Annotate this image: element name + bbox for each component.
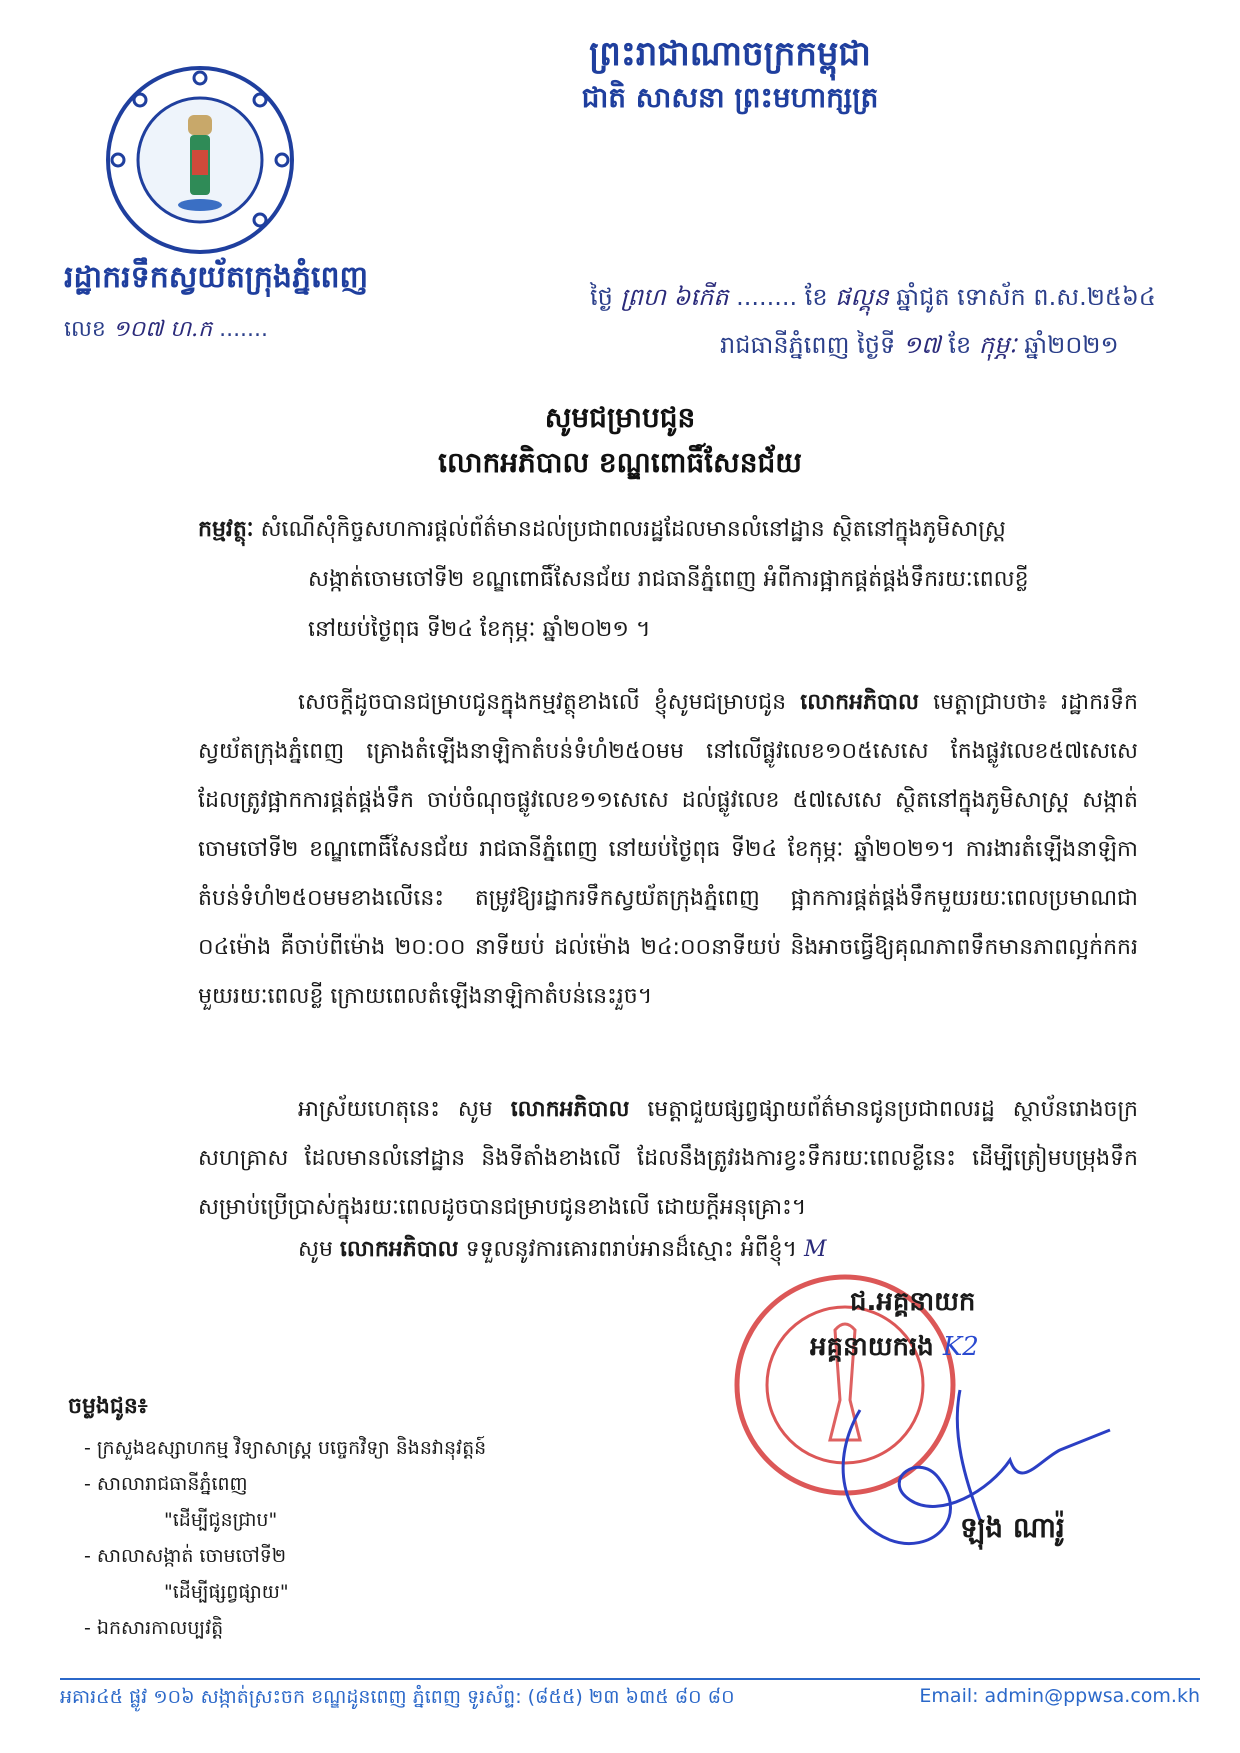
lunar-year: ឆ្នាំជូត ទោស័ក ព.ស.២៥៦៤ [896,283,1156,311]
p3-text-a: សូម [298,1237,333,1262]
date-year: ឆ្នាំ២០២១ [1024,331,1119,359]
cc-item: - ក្រសួងឧស្សាហកម្ម វិទ្យាសាស្ត្រ បច្ចេកវិទ្យា និងនវានុវត្តន៍ [84,1437,487,1459]
p1-text-a: សេចក្តីដូចបានជម្រាបជូនក្នុងកម្មវត្ថុខាងលើ ខ្ញុំសូមជម្រាបជូន [298,690,787,715]
lunar-date [590,282,1156,317]
p3-bold: លោកអភិបាល [339,1237,459,1262]
p2-text-b: មេត្តាជួយផ្សព្វផ្សាយព័ត៌មានជូនប្រជាពលរដ្ឋ ស្ថាប័នរោងចក្រ សហគ្រាស ដែលមានលំនៅដ្ឋាន និងទីតាំងខាងលើ ដែលនឹងត្រូវរងការខ្វះទឹករយៈពេលខ្លីនេះ ដើម្បីត្រៀមបម្រុងទឹកសម្រាប់ប្រើប្រាស់ក្នុងរយៈពេលដូចបានជម្រាបជូនខាងលើ ដោយក្តីអនុគ្រោះ។ [198,1097,1139,1220]
signatory-subtitle-text: អគ្គនាយករង [810,1332,934,1362]
date-day-hand: ១៧ [902,331,941,359]
footer-email: Email: admin@ppwsa.com.kh [919,1685,1200,1707]
organization-name: រដ្ឋាករទឹកស្វយ័តក្រុងភ្នំពេញ [64,260,369,295]
subject-line-3: នៅយប់ថ្ងៃពុធ ទី២៤ ខែកុម្ភៈ ឆ្នាំ២០២១ ។ [308,617,651,642]
body-paragraph-2 [198,1085,1138,1232]
cc-item: - សាលាសង្កាត់ ចោមចៅទី២ [84,1545,287,1567]
national-motto: ជាតិ សាសនា ព្រះមហាក្សត្រ [581,81,879,114]
body-paragraph-3 [198,1225,1138,1274]
greeting-line: សូមជម្រាបជូន [544,401,696,434]
p1-bold: លោកអភិបាល [800,690,919,715]
p3-handwritten-mark: M [804,1237,827,1262]
cc-title: ចម្លងជូន៖ [68,1394,148,1419]
signatory-subtitle [810,1330,979,1368]
lunar-date-prefix: ថ្ងៃ [590,283,613,311]
subject-label: កម្មវត្ថុៈ [198,517,254,542]
subject-block [198,505,1138,655]
kingdom-title: ព្រះរាជាណាចក្រកម្ពុជា [589,34,871,74]
footer-address: អគារ៤៥ ផ្លូវ ១០៦ សង្កាត់ស្រះចក ខណ្ឌដូនពេញ ភ្នំពេញ ទូរស័ព្ទ: (៨៥៥) ២៣ ៦៣៥ ៨០ ៨០ [60,1686,735,1708]
cc-item: - ឯកសារកាលប្បវត្តិ [84,1617,224,1639]
subject-line-1: សំណើសុំកិច្ចសហការផ្តល់ព័ត៌មានដល់ប្រជាពលរដ្ឋដែលមានលំនៅដ្ឋាន ស្ថិតនៅក្នុងភូមិសាស្ត្រ [260,517,1006,542]
date-month-hand: កុម្ភៈ [978,331,1017,359]
p1-text-b: មេត្តាជ្រាបថា៖ រដ្ឋាករទឹកស្វយ័តក្រុងភ្នំពេញ គ្រោងតំឡើងនាឡិកាតំបន់ទំហំ២៥០មម នៅលើផ្លូវលេខ១០៥សេសេ កែងផ្លូវលេខ៥៧សេសេ ដែលត្រូវផ្អាកការផ្គត់ផ្គង់ទឹក ចាប់ចំណុចផ្លូវលេខ១១សេសេ ដល់ផ្លូវលេខ ៥៧សេសេ ស្ថិតនៅក្នុងភូមិសាស្ត្រ សង្កាត់ចោមចៅទី២ ខណ្ឌពោធិ៍សែនជ័យ រាជធានីភ្នំពេញ នៅយប់ថ្ងៃពុធ ទី២៤ ខែកុម្ភៈ ឆ្នាំ២០២១។ ការងារតំឡើងនាឡិកាតំបន់ទំហំ២៥០មមខាងលើនេះ តម្រូវឱ្យរដ្ឋាករទឹកស្វយ័តក្រុងភ្នំពេញ ផ្អាកការផ្គត់ផ្គង់ទឹកមួយរយៈពេលប្រមាណជា ០៤ម៉ោង គឺចាប់ពីម៉ោង ២០:០០ នាទីយប់ ដល់ម៉ោង ២៤:០០នាទីយប់ និងអាចធ្វើឱ្យគុណភាពទឹកមានភាពល្អក់កករមួយរយៈពេលខ្លី ក្រោយពេលតំឡើងនាឡិកាតំបន់នេះរួច។ [198,690,1138,1009]
reference-value: ១០៧ ហ.ក [112,317,213,342]
reference-dots: ....... [219,317,269,342]
body-paragraph-1 [198,678,1138,1021]
cc-item-note: "ដើម្បីជូនជ្រាប" [164,1509,278,1531]
recipient-line: លោកអភិបាល ខណ្ឌពោធិ៍សែនជ័យ [438,446,802,479]
p2-bold: លោកអភិបាល [510,1097,630,1122]
footer [60,1685,1200,1713]
lunar-month-hand: ផល្គុន [835,283,889,311]
p3-text-b: ទទួលនូវការគោរពរាប់អានដ៏ស្មោះ អំពីខ្ញុំ។ [465,1237,798,1262]
lunar-dots: ........ [736,283,798,311]
date-month-label: ខែ [948,331,972,359]
footer-divider [60,1678,1200,1680]
signatory-title: ជ.អគ្គនាយក [850,1287,976,1317]
signatory-name: ឡុង ណារ៉ូ [960,1511,1065,1544]
p2-text-a: អាស្រ័យហេតុនេះ សូម [298,1097,493,1122]
lunar-day-hand: ព្រហ ៦កើត [620,283,729,311]
cc-item: - សាលារាជធានីភ្នំពេញ [84,1473,248,1495]
lunar-month-label: ខែ [804,283,828,311]
reference-label: លេខ [64,317,106,342]
solar-date [720,330,1119,365]
cc-list [84,1430,486,1646]
date-prefix: រាជធានីភ្នំពេញ ថ្ងៃទី [720,331,896,359]
cc-item-note: "ដើម្បីផ្សព្វផ្សាយ" [164,1581,289,1603]
signatory-hand-note: K2 [942,1332,979,1362]
reference-number [64,315,268,347]
ppwsa-logo [100,60,300,260]
subject-line-2: សង្កាត់ចោមចៅទី២ ខណ្ឌពោធិ៍សែនជ័យ រាជធានីភ្នំពេញ អំពីការផ្អាកផ្គត់ផ្គង់ទឹករយៈពេលខ្លី [308,567,1029,592]
